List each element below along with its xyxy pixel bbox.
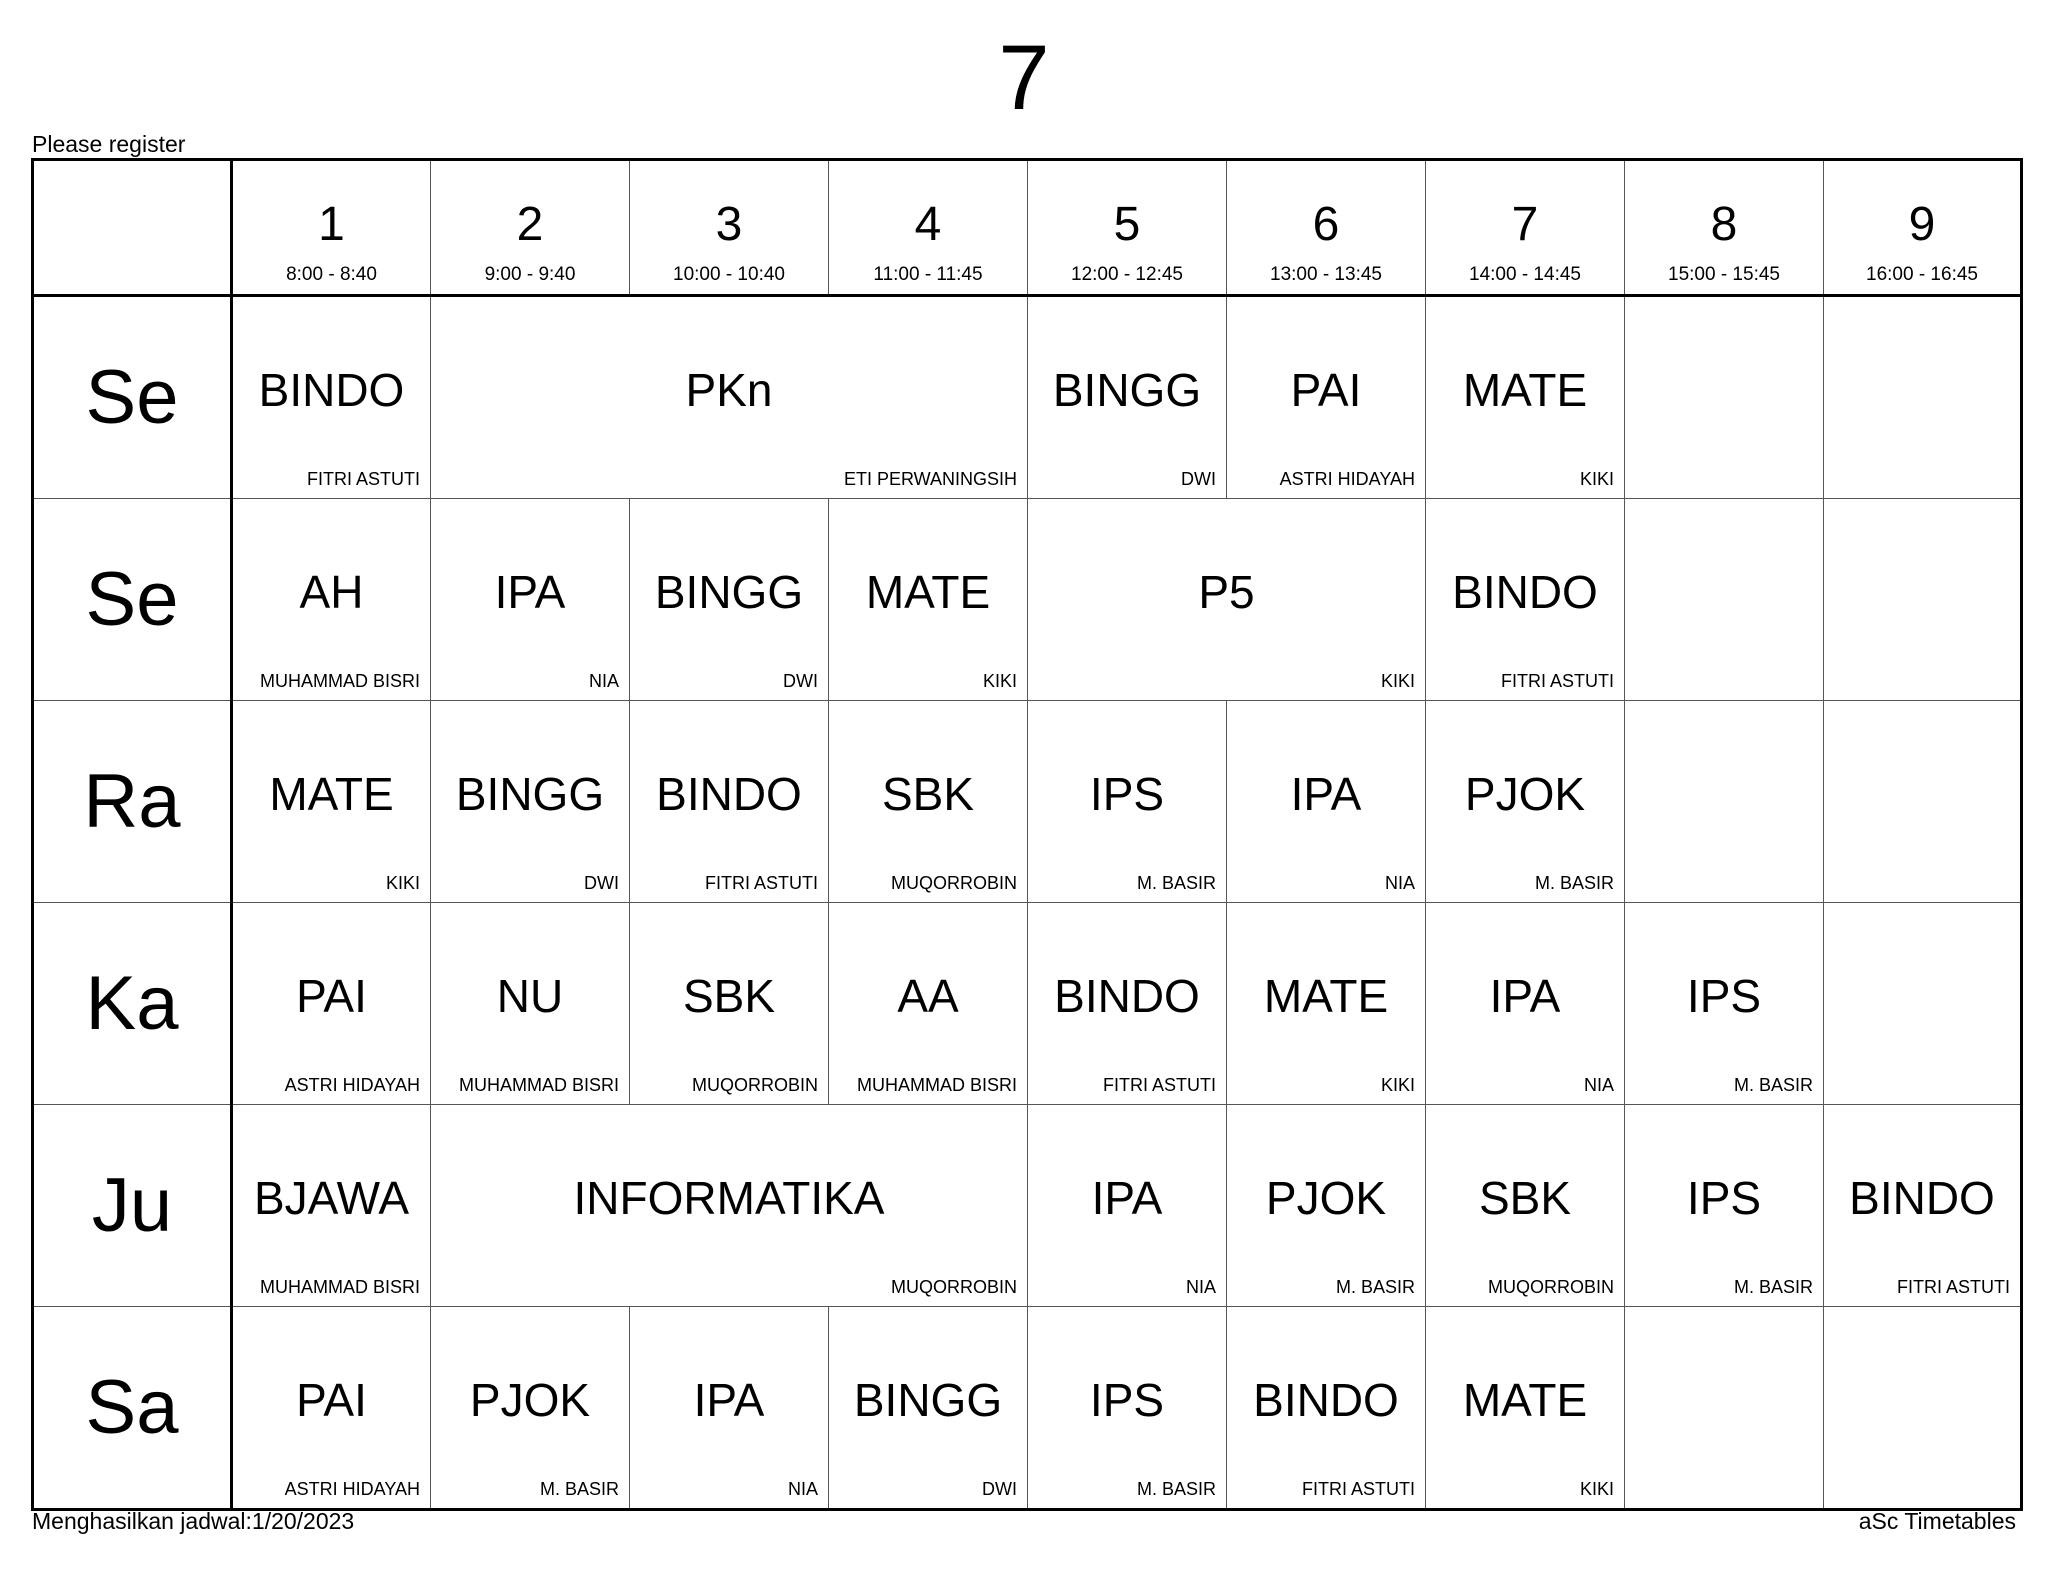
- period-number: 8: [1710, 198, 1738, 251]
- lesson-cell: [431, 701, 630, 903]
- empty-cell: [1824, 499, 2022, 701]
- corner-cell: [33, 160, 232, 296]
- subject-label: BINDO: [656, 768, 802, 820]
- lesson-cell: [1625, 1105, 1824, 1307]
- subject-label: IPA: [693, 1374, 765, 1426]
- teacher-label: NIA: [588, 671, 619, 691]
- day-row: [33, 701, 2022, 903]
- empty-cell: [1625, 701, 1824, 903]
- lesson-cell: [630, 499, 829, 701]
- period-number: 4: [914, 198, 942, 251]
- page-title: 7: [998, 27, 1050, 129]
- lesson-cell: [431, 1105, 1028, 1307]
- teacher-label: MUHAMMAD BISRI: [259, 1277, 420, 1297]
- subject-label: BINDO: [1253, 1374, 1399, 1426]
- subject-label: AA: [897, 970, 959, 1022]
- teacher-label: M. BASIR: [1136, 1479, 1216, 1499]
- day-row: [33, 903, 2022, 1105]
- lesson-cell: [1028, 499, 1426, 701]
- empty-cell: [1824, 1307, 2022, 1510]
- subject-label: BINGG: [853, 1374, 1003, 1426]
- subject-label: PJOK: [469, 1374, 591, 1426]
- lesson-cell: [630, 701, 829, 903]
- lesson-cell: [232, 499, 431, 701]
- lesson-cell: [1227, 903, 1426, 1105]
- day-row: [33, 1307, 2022, 1510]
- period-time: 14:00 - 14:45: [1469, 264, 1581, 285]
- subject-label: PAI: [1290, 364, 1362, 416]
- teacher-label: M. BASIR: [1733, 1277, 1813, 1297]
- lesson-cell: [232, 701, 431, 903]
- lesson-cell: [1625, 903, 1824, 1105]
- subject-label: IPA: [494, 566, 566, 618]
- lesson-cell: [1227, 701, 1426, 903]
- lesson-cell: [829, 701, 1028, 903]
- subject-label: IPA: [1290, 768, 1362, 820]
- period-time: 15:00 - 15:45: [1668, 264, 1780, 285]
- teacher-label: KIKI: [1380, 671, 1415, 691]
- subject-label: BINDO: [258, 364, 405, 416]
- lesson-cell: [431, 903, 630, 1105]
- lesson-cell: [1824, 1105, 2022, 1307]
- teacher-label: MUQORROBIN: [891, 1277, 1017, 1297]
- teacher-label: MUQORROBIN: [692, 1075, 818, 1095]
- lesson-cell: [1426, 903, 1625, 1105]
- subject-label: IPS: [1686, 1172, 1762, 1224]
- period-time: 8:00 - 8:40: [286, 264, 377, 285]
- period-number: 3: [715, 198, 743, 251]
- lesson-cell: [630, 1307, 829, 1510]
- lesson-cell: [1426, 701, 1625, 903]
- empty-cell: [1824, 903, 2022, 1105]
- subject-label: AH: [299, 566, 364, 618]
- lesson-cell: [431, 1307, 630, 1510]
- day-label: Ka: [33, 903, 232, 1105]
- lesson-cell: [232, 296, 431, 499]
- teacher-label: KIKI: [385, 873, 420, 893]
- teacher-label: MUHAMMAD BISRI: [458, 1075, 619, 1095]
- teacher-label: DWI: [584, 873, 619, 893]
- subject-label: BINGG: [455, 768, 605, 820]
- subject-label: IPS: [1089, 1374, 1165, 1426]
- lesson-cell: [232, 1105, 431, 1307]
- empty-cell: [1625, 1307, 1824, 1510]
- teacher-label: DWI: [783, 671, 818, 691]
- teacher-label: KIKI: [982, 671, 1017, 691]
- lesson-cell: [1028, 701, 1227, 903]
- period-time: 16:00 - 16:45: [1866, 264, 1978, 285]
- lesson-cell: [829, 1307, 1028, 1510]
- subject-label: P5: [1198, 566, 1255, 618]
- period-header-1: [232, 160, 431, 296]
- teacher-label: KIKI: [1579, 1479, 1614, 1499]
- teacher-label: NIA: [1583, 1075, 1614, 1095]
- subject-label: IPA: [1489, 970, 1561, 1022]
- teacher-label: FITRI ASTUTI: [1102, 1075, 1216, 1095]
- teacher-label: MUHAMMAD BISRI: [856, 1075, 1017, 1095]
- subject-label: NU: [496, 970, 564, 1022]
- subject-label: SBK: [881, 768, 975, 820]
- period-header-3: [630, 160, 829, 296]
- register-note: Please register: [32, 131, 186, 157]
- lesson-cell: [1426, 1307, 1625, 1510]
- lesson-cell: [1028, 1307, 1227, 1510]
- lesson-cell: [431, 499, 630, 701]
- teacher-label: MUQORROBIN: [891, 873, 1017, 893]
- lesson-cell: [1426, 296, 1625, 499]
- period-time: 11:00 - 11:45: [873, 264, 983, 285]
- subject-label: MATE: [1462, 1374, 1588, 1426]
- teacher-label: NIA: [1185, 1277, 1216, 1297]
- period-number: 1: [318, 198, 345, 251]
- period-header-4: [829, 160, 1028, 296]
- lesson-cell: [1028, 1105, 1227, 1307]
- subject-label: MATE: [269, 768, 394, 820]
- subject-label: PAI: [296, 1374, 367, 1426]
- empty-cell: [1625, 499, 1824, 701]
- subject-label: BJAWA: [253, 1172, 410, 1224]
- subject-label: PJOK: [1265, 1172, 1387, 1224]
- teacher-label: ASTRI HIDAYAH: [1279, 469, 1415, 489]
- subject-label: MATE: [1263, 970, 1389, 1022]
- subject-label: IPS: [1686, 970, 1762, 1022]
- teacher-label: MUHAMMAD BISRI: [259, 671, 420, 691]
- teacher-label: KIKI: [1380, 1075, 1415, 1095]
- teacher-label: ETI PERWANINGSIH: [843, 469, 1017, 489]
- teacher-label: DWI: [982, 1479, 1017, 1499]
- empty-cell: [1824, 296, 2022, 499]
- period-header-5: [1028, 160, 1227, 296]
- teacher-label: FITRI ASTUTI: [306, 469, 420, 489]
- teacher-label: M. BASIR: [1335, 1277, 1415, 1297]
- lesson-cell: [1028, 296, 1227, 499]
- lesson-cell: [431, 296, 1028, 499]
- lesson-cell: [232, 1307, 431, 1510]
- period-header-2: [431, 160, 630, 296]
- day-row: [33, 296, 2022, 499]
- period-time: 10:00 - 10:40: [673, 264, 785, 285]
- period-header-7: [1426, 160, 1625, 296]
- day-label: Ra: [33, 701, 232, 903]
- empty-cell: [1625, 296, 1824, 499]
- subject-label: IPA: [1091, 1172, 1163, 1224]
- day-label: Se: [33, 296, 232, 499]
- teacher-label: MUQORROBIN: [1488, 1277, 1614, 1297]
- day-label: Ju: [33, 1105, 232, 1307]
- period-number: 2: [516, 198, 544, 251]
- day-label: Sa: [33, 1307, 232, 1510]
- lesson-cell: [829, 499, 1028, 701]
- subject-label: BINDO: [1849, 1172, 1995, 1224]
- period-header-9: [1824, 160, 2022, 296]
- lesson-cell: [1426, 499, 1625, 701]
- subject-label: BINDO: [1054, 970, 1200, 1022]
- period-header-row: [33, 160, 2022, 296]
- subject-label: BINGG: [654, 566, 804, 618]
- period-header-8: [1625, 160, 1824, 296]
- lesson-cell: [1227, 1105, 1426, 1307]
- subject-label: MATE: [1462, 364, 1588, 416]
- period-number: 6: [1312, 198, 1340, 251]
- empty-cell: [1824, 701, 2022, 903]
- teacher-label: KIKI: [1579, 469, 1614, 489]
- teacher-label: ASTRI HIDAYAH: [284, 1479, 420, 1499]
- period-header-6: [1227, 160, 1426, 296]
- subject-label: BINDO: [1452, 566, 1598, 618]
- teacher-label: FITRI ASTUTI: [1896, 1277, 2010, 1297]
- lesson-cell: [232, 903, 431, 1105]
- subject-label: PAI: [296, 970, 367, 1022]
- lesson-cell: [1227, 1307, 1426, 1510]
- teacher-label: FITRI ASTUTI: [704, 873, 818, 893]
- lesson-cell: [1227, 296, 1426, 499]
- period-number: 7: [1511, 198, 1539, 251]
- teacher-label: ASTRI HIDAYAH: [284, 1075, 420, 1095]
- subject-label: PJOK: [1464, 768, 1586, 820]
- period-number: 9: [1908, 198, 1936, 251]
- teacher-label: NIA: [1384, 873, 1415, 893]
- timetable: [31, 158, 2023, 1511]
- period-time: 9:00 - 9:40: [484, 264, 576, 285]
- lesson-cell: [829, 903, 1028, 1105]
- subject-label: SBK: [682, 970, 776, 1022]
- lesson-cell: [1028, 903, 1227, 1105]
- lesson-cell: [1426, 1105, 1625, 1307]
- day-label: Se: [33, 499, 232, 701]
- subject-label: MATE: [865, 566, 991, 618]
- day-row: [33, 499, 2022, 701]
- generated-date: Menghasilkan jadwal:1/20/2023: [32, 1508, 355, 1534]
- lesson-cell: [630, 903, 829, 1105]
- period-time: 12:00 - 12:45: [1071, 264, 1183, 285]
- teacher-label: DWI: [1181, 469, 1216, 489]
- subject-label: SBK: [1478, 1172, 1572, 1224]
- subject-label: PKn: [685, 364, 773, 416]
- teacher-label: M. BASIR: [1136, 873, 1216, 893]
- teacher-label: M. BASIR: [1534, 873, 1614, 893]
- subject-label: INFORMATIKA: [573, 1172, 885, 1224]
- subject-label: BINGG: [1052, 364, 1202, 416]
- subject-label: IPS: [1089, 768, 1165, 820]
- period-number: 5: [1113, 198, 1141, 251]
- teacher-label: FITRI ASTUTI: [1500, 671, 1614, 691]
- teacher-label: FITRI ASTUTI: [1301, 1479, 1415, 1499]
- day-row: [33, 1105, 2022, 1307]
- brand-label: aSc Timetables: [1858, 1508, 2016, 1534]
- teacher-label: M. BASIR: [1733, 1075, 1813, 1095]
- period-time: 13:00 - 13:45: [1270, 264, 1382, 285]
- teacher-label: NIA: [787, 1479, 818, 1499]
- teacher-label: M. BASIR: [539, 1479, 619, 1499]
